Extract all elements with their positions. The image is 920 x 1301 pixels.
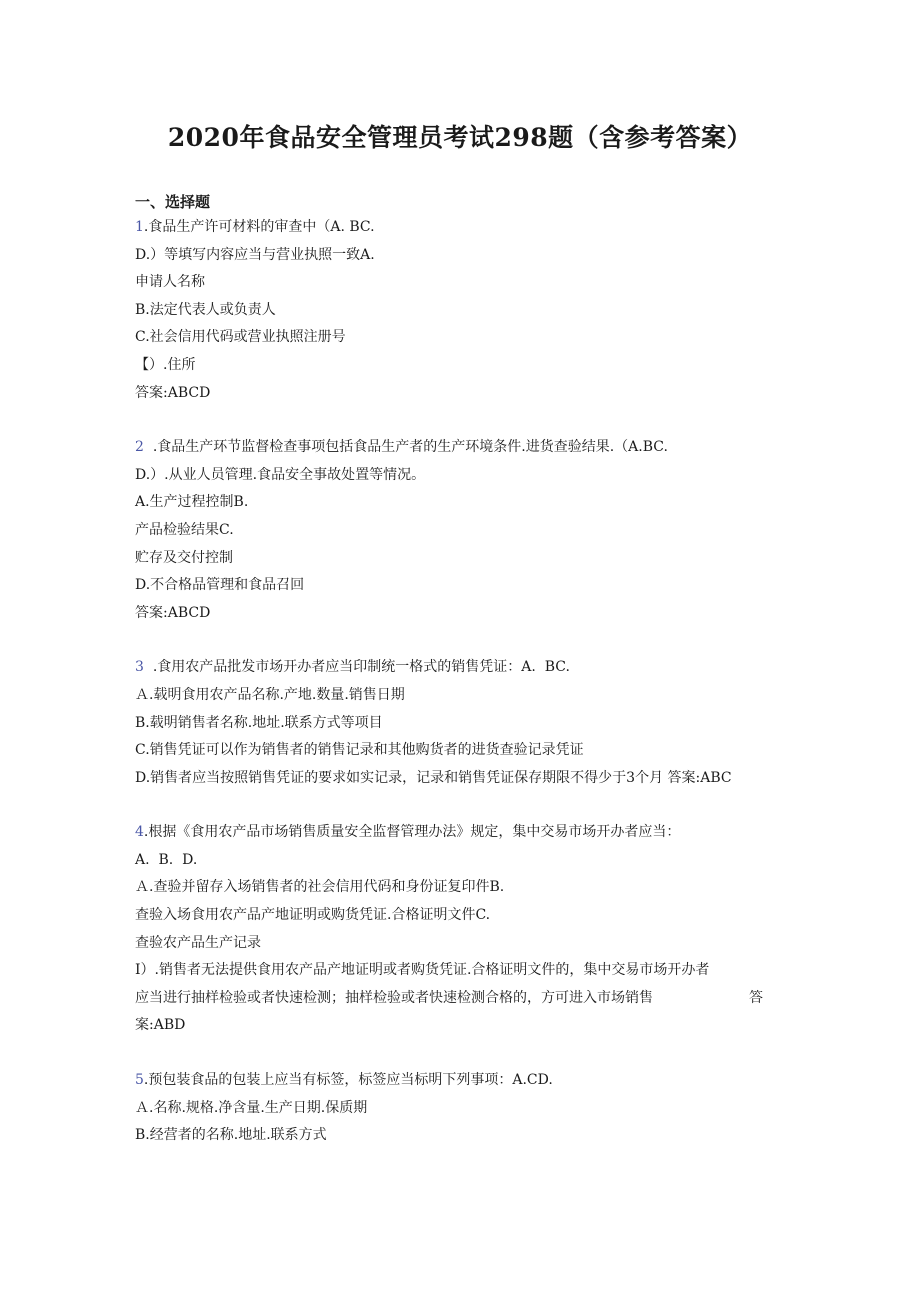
option-line: 贮存及交付控制 bbox=[135, 549, 233, 566]
question-number: 1 bbox=[135, 219, 144, 235]
option-line: B.经营者的名称.地址.联系方式 bbox=[135, 1127, 327, 1144]
option-line: Ａ.查验并留存入场销售者的社会信用代码和身份证复印件B. bbox=[135, 879, 505, 896]
question-text: .根据《食用农产品市场销售质量安全监督管理办法》规定，集中交易市场开办者应当： bbox=[143, 824, 681, 841]
answer-line: 案:ABD bbox=[135, 1017, 186, 1034]
question-text: .食品生产许可材料的审查中（A. BC. bbox=[143, 219, 375, 235]
option-line: B.载明销售者名称.地址.联系方式等项目 bbox=[135, 714, 383, 731]
option-line: 产品检验结果C. bbox=[135, 521, 234, 538]
question-number: 3 bbox=[135, 659, 144, 676]
answer-line: 答案:ABCD bbox=[135, 384, 211, 401]
option-line: C.销售凭证可以作为销售者的销售记录和其他购货者的进货查验记录凭证 bbox=[135, 742, 584, 759]
question-line bbox=[135, 819, 815, 847]
question-text: .食用农产品批发市场开办者应当印制统一格式的销售凭证：A. BC. bbox=[143, 659, 570, 676]
question-line bbox=[135, 1067, 815, 1095]
option-line: Ａ.名称.规格.净含量.生产日期.保质期 bbox=[135, 1099, 368, 1116]
option-line bbox=[135, 985, 763, 1013]
option-line: 申请人名称 bbox=[135, 274, 205, 291]
question-line bbox=[135, 214, 815, 242]
option-line: C.社会信用代码或营业执照注册号 bbox=[135, 329, 346, 346]
answer-line: 答案:ABCD bbox=[135, 604, 211, 621]
document-title: 2020年食品安全管理员考试298题（含参考答案） bbox=[167, 123, 753, 152]
question-5 bbox=[135, 1067, 815, 1150]
section-heading: 一、选择题 bbox=[135, 193, 211, 211]
option-line: 【）.住所 bbox=[135, 356, 196, 373]
question-text: .食品生产环节监督检查事项包括食品生产者的生产环境条件.进货查验结果.（A.BC. bbox=[143, 439, 668, 456]
option-text: 应当进行抽样检验或者快速检测；抽样检验或者快速检测合格的，方可进入市场销售 bbox=[135, 989, 653, 1006]
question-1 bbox=[135, 214, 815, 407]
option-line: D.销售者应当按照销售凭证的要求如实记录，记录和销售凭证保存期限不得少于3个月 答案:ABC bbox=[135, 769, 732, 786]
question-text: .预包装食品的包装上应当有标签，标签应当标明下列事项：A.CD. bbox=[143, 1072, 553, 1089]
question-number: 2 bbox=[135, 439, 144, 456]
option-line: A.生产过程控制B. bbox=[135, 494, 249, 511]
question-line: D.）.从业人员管理.食品安全事故处置等情况。 bbox=[135, 466, 426, 483]
option-line: 查验农产品生产记录 bbox=[135, 934, 261, 951]
option-line: Ａ.载明食用农产品名称.产地.数量.销售日期 bbox=[135, 686, 405, 703]
option-line: I）.销售者无法提供食用农产品产地证明或者购货凭证.合格证明文件的，集中交易市场开办者 bbox=[135, 962, 710, 979]
document-body bbox=[135, 190, 815, 1177]
question-number: 4 bbox=[135, 824, 144, 841]
question-line bbox=[135, 434, 815, 462]
answer-prefix: 答 bbox=[749, 989, 763, 1006]
question-line: A. B. D. bbox=[135, 851, 198, 868]
option-line: 查验入场食用农产品产地证明或购货凭证.合格证明文件C. bbox=[135, 907, 491, 924]
option-line: B.法定代表人或负责人 bbox=[135, 301, 276, 318]
question-line bbox=[135, 654, 815, 682]
question-4 bbox=[135, 819, 815, 1040]
question-number: 5 bbox=[135, 1072, 144, 1089]
option-line: D.不合格品管理和食品召回 bbox=[135, 577, 305, 594]
question-line: D.）等填写内容应当与营业执照一致A. bbox=[135, 246, 375, 263]
question-2 bbox=[135, 434, 815, 627]
question-3 bbox=[135, 654, 815, 792]
